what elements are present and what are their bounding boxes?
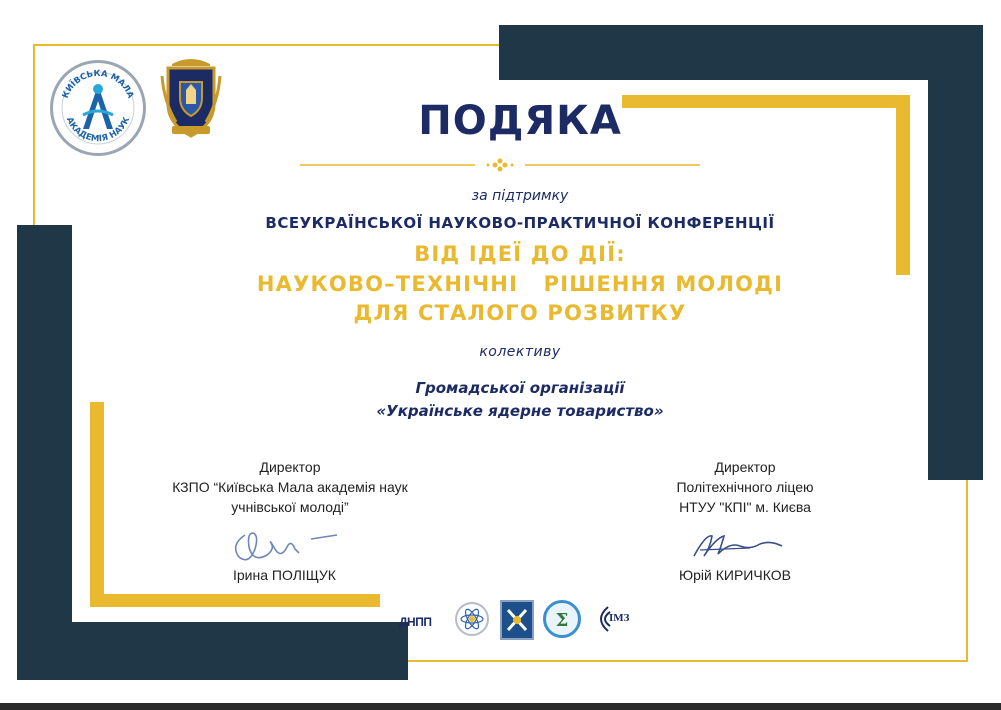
recipient-line-1: Громадської організації (415, 379, 625, 397)
recipient-label: колективу (479, 344, 561, 360)
bottom-edge-strip (0, 703, 1001, 710)
conference-title-line-2: НАУКОВО–ТЕХНІЧНІ РІШЕННЯ МОЛОДІ (256, 272, 784, 296)
left-signature (225, 525, 345, 571)
conference-title-line-3: ДЛЯ СТАЛОГО РОЗВИТКУ (353, 301, 687, 325)
left-signatory (130, 457, 450, 517)
page-title: ПОДЯКА (418, 98, 622, 144)
gold-bracket-bottom-left-v (90, 402, 104, 607)
left-org-line-2: учнівської молоді” (231, 499, 349, 515)
sigma-logo (543, 600, 581, 638)
navy-block-left (17, 225, 72, 680)
nuclear-society-logo (455, 602, 489, 636)
imz-logo (592, 604, 636, 634)
frame-left-line (33, 44, 35, 225)
navy-block-bottom-left (17, 622, 408, 680)
gold-bracket-top-right-v (896, 95, 910, 275)
frame-right-line (966, 480, 968, 662)
left-org-line-1: КЗПО “Київська Мала академія наук (172, 479, 408, 495)
kpi-lyceum-logo (500, 600, 534, 640)
logo-bottom-text: АКАДЕМІЯ НАУК (63, 115, 133, 145)
gold-bracket-bottom-left-h (90, 594, 380, 607)
right-org-line-1: Політехнічного ліцею (676, 479, 814, 495)
navy-block-right (928, 25, 983, 480)
right-signatory-name: Юрій КИРИЧКОВ (679, 567, 791, 583)
mala-academy-logo (50, 60, 146, 156)
svg-text:АКАДЕМІЯ НАУК (64, 116, 132, 145)
recipient-line-2: «Українське ядерне товариство» (376, 402, 664, 420)
right-signatory (610, 457, 880, 517)
conference-line: ВСЕУКРАЇНСЬКОЇ НАУКОВО-ПРАКТИЧНОЇ КОНФЕРЕНЦІЇ (265, 214, 775, 232)
logo-top-text: КИЇВСЬКА МАЛА (60, 68, 136, 100)
left-role: Директор (259, 459, 321, 475)
conference-title-line-1: ВІД ІДЕЇ ДО ДІЇ: (414, 242, 626, 266)
frame-top-line (33, 44, 499, 46)
dnpp-logo-text: ДНПП (399, 615, 432, 629)
ornament-divider (300, 158, 700, 172)
right-role: Директор (714, 459, 776, 475)
imz-logo-text: ІМЗ (609, 612, 630, 624)
right-org-line-2: НТУУ "КПІ" м. Києва (679, 499, 811, 515)
svg-text:Σ: Σ (555, 610, 569, 631)
support-text: за підтримку (471, 188, 569, 204)
frame-bottom-line (408, 660, 968, 662)
dnpp-logo (399, 615, 449, 631)
navy-block-top-right (499, 25, 983, 80)
left-signatory-name: Ірина ПОЛІЩУК (233, 567, 336, 583)
right-signature (690, 528, 790, 562)
